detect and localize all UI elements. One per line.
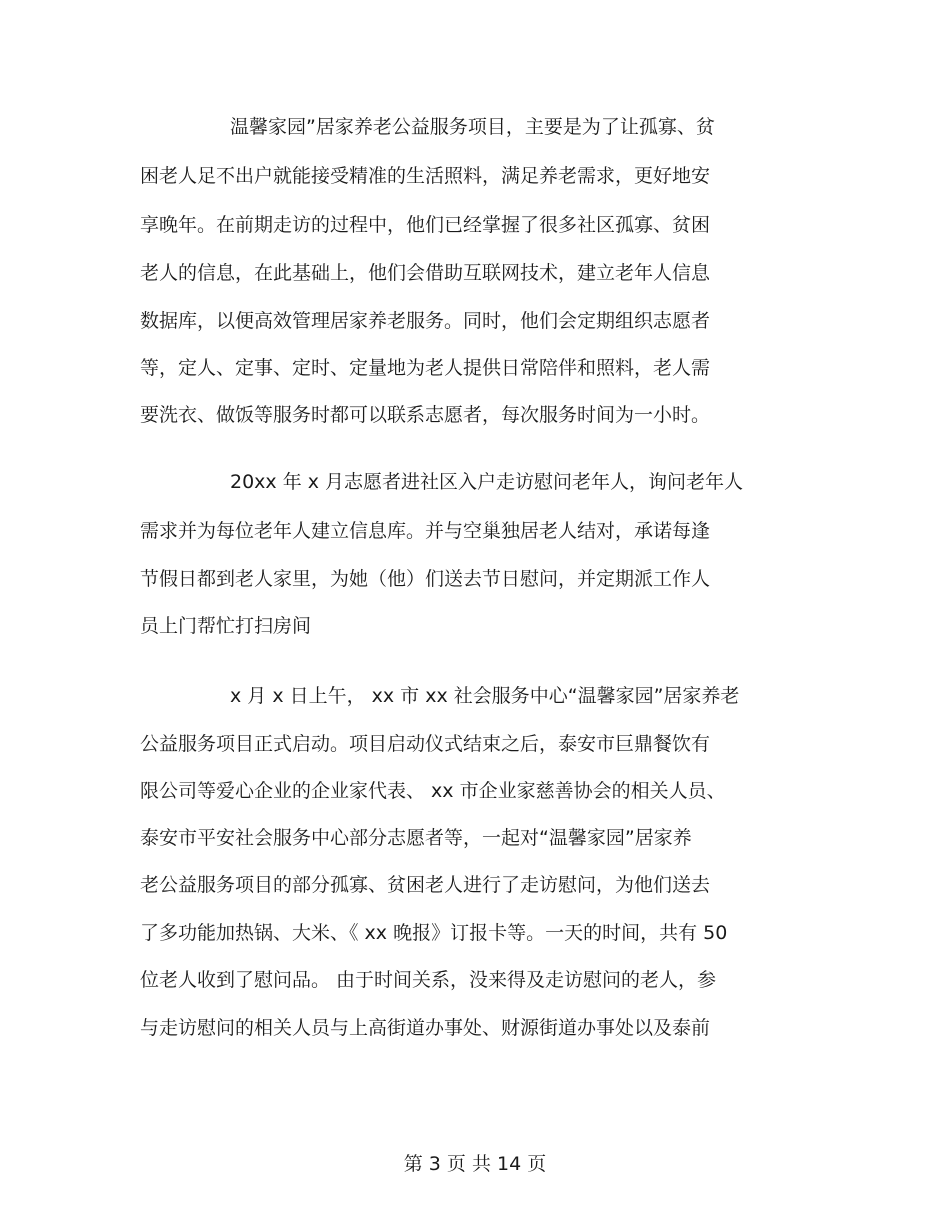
text-line: 享晚年。在前期走访的过程中，他们已经掌握了很多社区孤寡、贫困 [140,214,711,236]
text-line: 员上门帮忙打扫房间 [140,615,312,637]
text-line: 老公益服务项目的部分孤寡、贫困老人进行了走访慰问，为他们送去 [140,874,711,896]
text-line: 节假日都到老人家里，为她（他）们送去节日慰问，并定期派工作人 [140,568,711,590]
text-line: 与走访慰问的相关人员与上高街道办事处、财源街道办事处以及泰前 [140,1017,711,1039]
text-line: 公益服务项目正式启动。项目启动仪式结束之后，泰安市巨鼎餐饮有 [140,733,711,755]
text-line: 温馨家园”居家养老公益服务项目，主要是为了让孤寡、贫 [230,116,715,138]
text-line: 需求并为每位老年人建立信息库。并与空巢独居老人结对，承诺每逢 [140,520,711,542]
text-line: 要洗衣、做饭等服务时都可以联系志愿者，每次服务时间为一小时。 [140,404,711,426]
text-line: 限公司等爱心企业的企业家代表、 xx 市企业家慈善协会的相关人员、 [140,780,726,802]
text-line: 20xx 年 x 月志愿者进社区入户走访慰问老年人，询问老年人 [230,471,744,493]
text-line: 了多功能加热锅、大米、《 xx 晚报》订报卡等。一天的时间，共有 50 [140,922,728,944]
text-line: 位老人收到了慰问品。 由于时间关系，没来得及走访慰问的老人，参 [140,969,717,991]
text-line: 等，定人、定事、定时、定量地为老人提供日常陪伴和照料，老人需 [140,357,711,379]
page-number-footer: 第 3 页 共 14 页 [403,1153,547,1175]
text-line: x 月 x 日上午， xx 市 xx 社会服务中心“温馨家园”居家养老 [230,685,740,707]
text-line: 数据库，以便高效管理居家养老服务。同时，他们会定期组织志愿者 [140,310,711,332]
text-line: 泰安市平安社会服务中心部分志愿者等，一起对“温馨家园”居家养 [140,827,692,849]
text-line: 困老人足不出户就能接受精准的生活照料，满足养老需求，更好地安 [140,165,711,187]
text-line: 老人的信息，在此基础上，他们会借助互联网技术，建立老年人信息 [140,262,711,284]
